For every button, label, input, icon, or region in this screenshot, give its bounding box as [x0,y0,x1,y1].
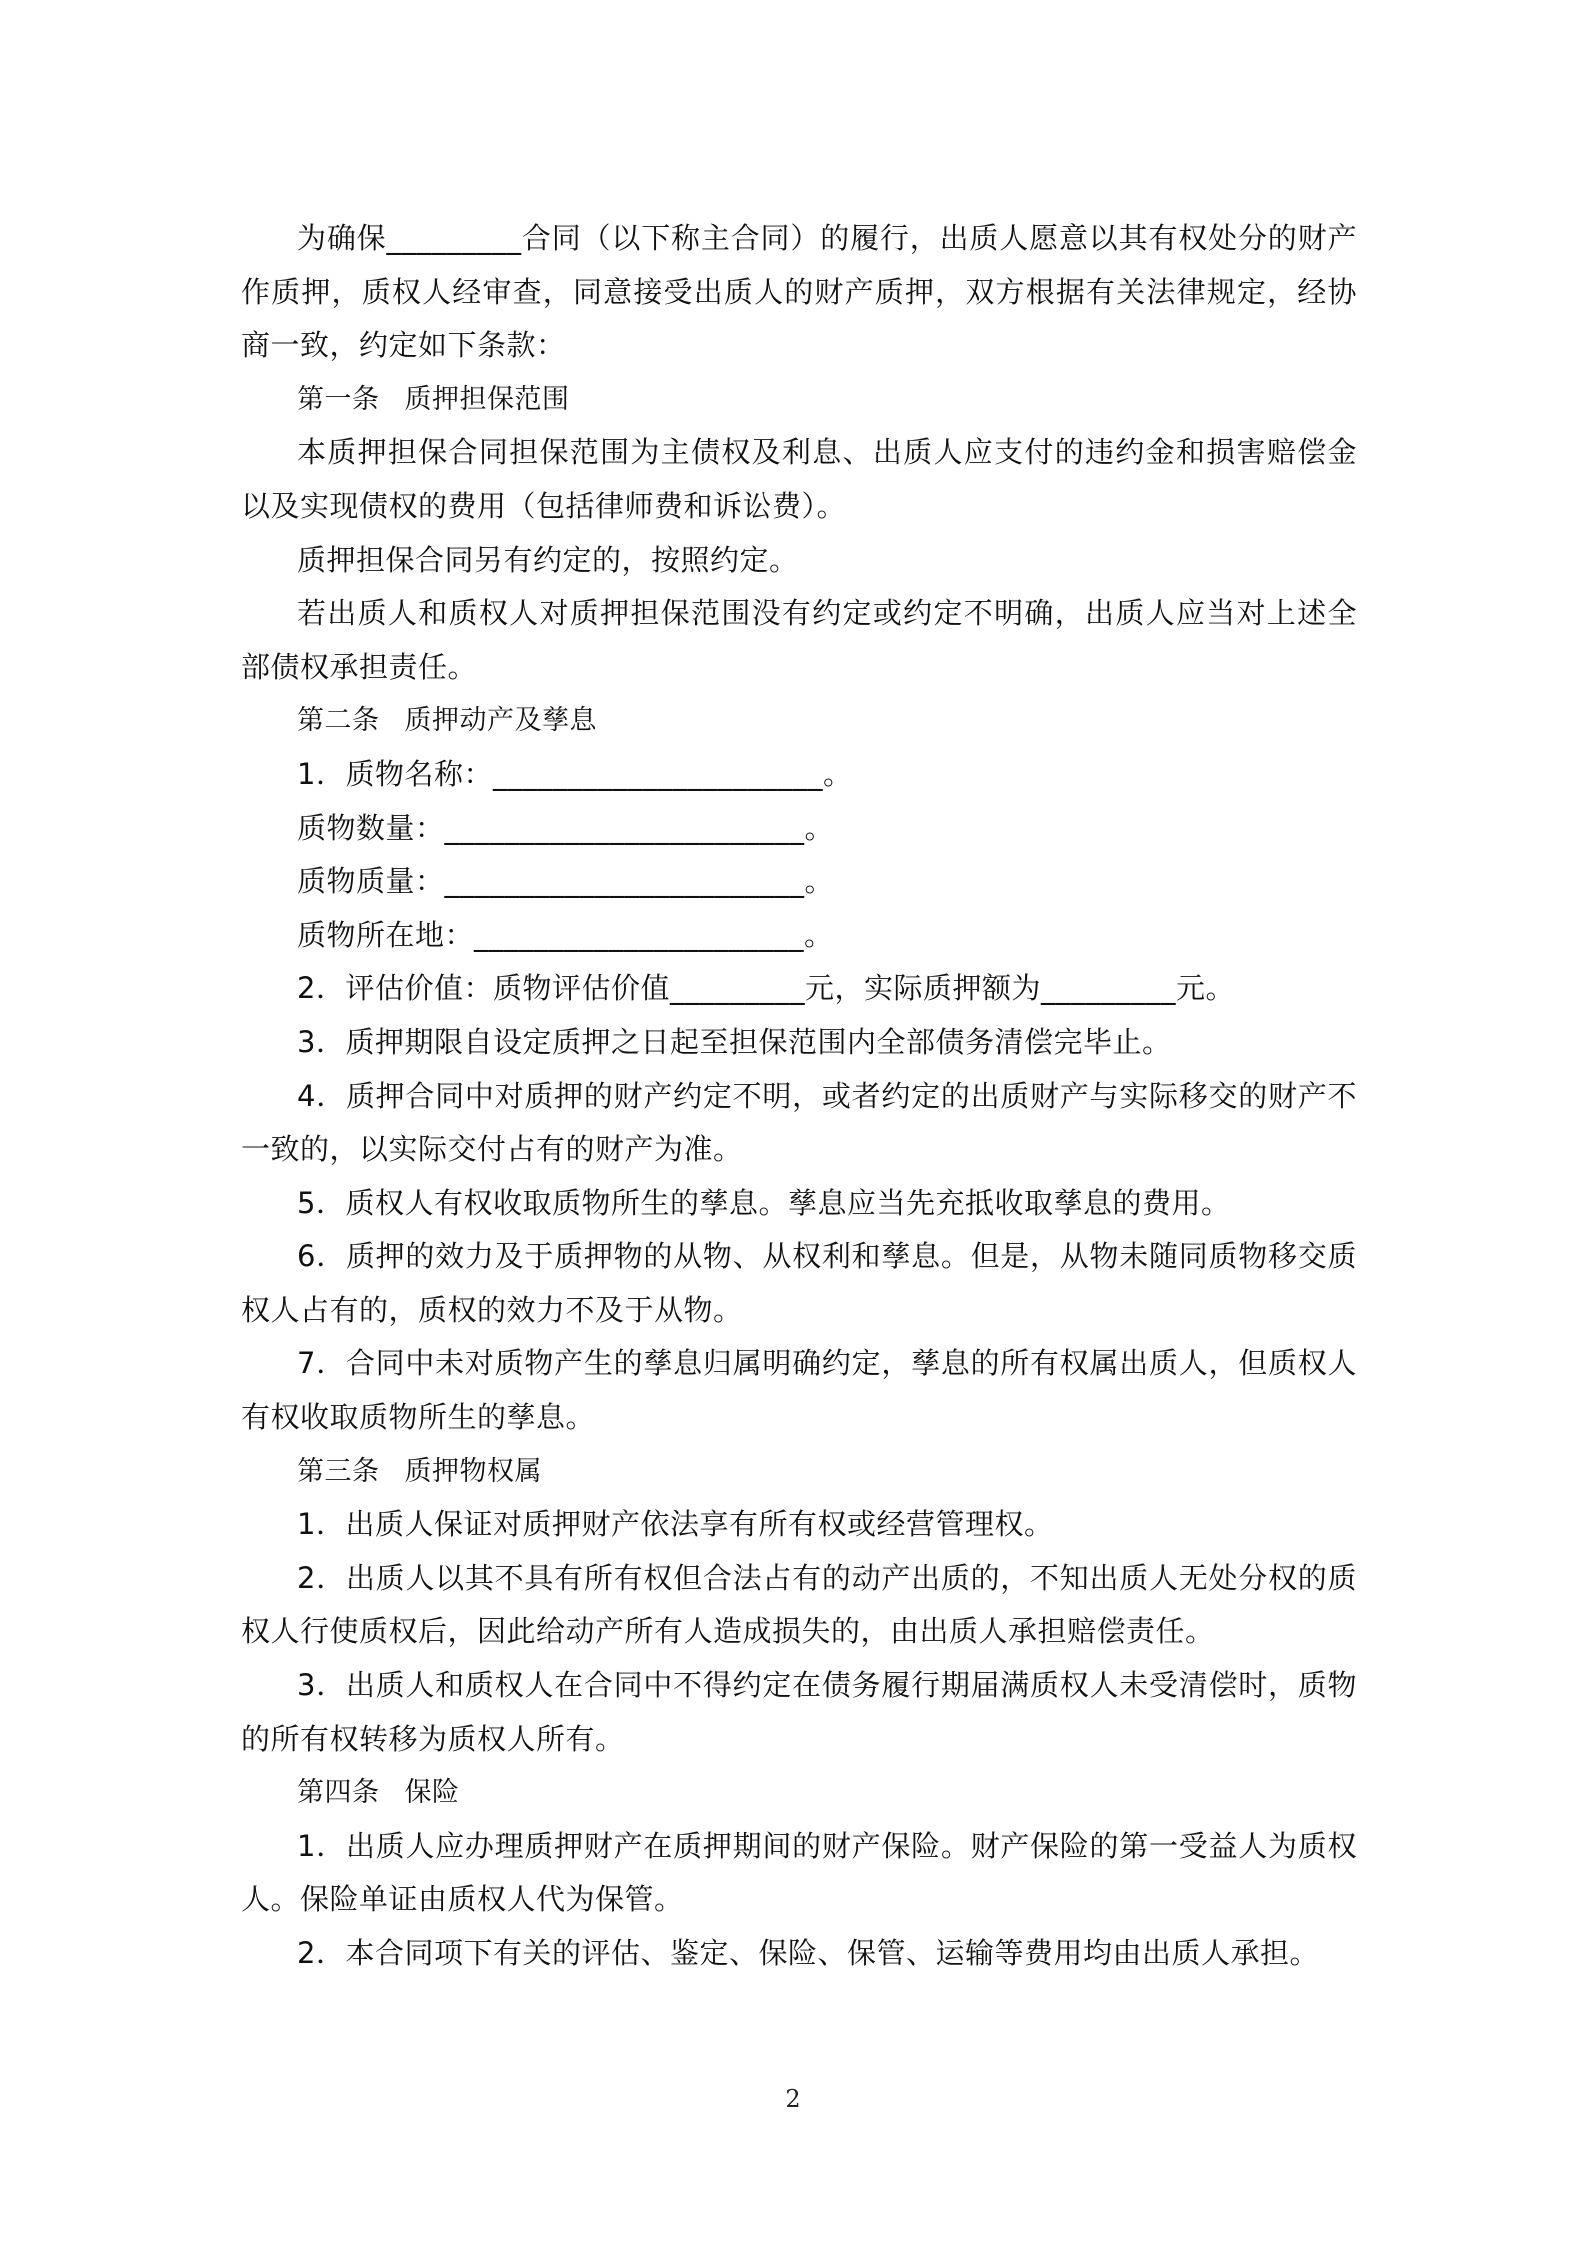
article-paragraph: 1．质物名称：______________________。 [297,756,853,791]
article-heading [241,373,1357,427]
article-paragraph: 3．质押期限自设定质押之日起至担保范围内全部债务清偿完毕止。 [297,1024,1172,1059]
article-number: 第三条 [297,1455,380,1487]
article-paragraph: 质物所在地：______________________。 [297,917,834,952]
document-body [241,212,1357,1981]
article-paragraph: 3．出质人和质权人在合同中不得约定在债务履行期届满质权人未受清偿时，质物的所有权转移为质权人所有。 [241,1668,1357,1756]
article-heading [241,694,1357,748]
article-paragraph: 1．出质人应办理质押财产在质押期间的财产保险。财产保险的第一受益人为质权人。保险单证由质权人代为保管。 [241,1828,1357,1917]
article-number: 第四条 [297,1777,380,1809]
article-heading [241,1445,1357,1499]
article-title: 质押动产及孳息 [404,705,597,737]
article-paragraph: 若出质人和质权人对质押担保范围没有约定或约定不明确，出质人应当对上述全部债权承担责任。 [241,596,1357,684]
article-title: 保险 [404,1777,460,1809]
article-paragraph: 2．评估价值：质物评估价值_________元，实际质押额为_________元。 [297,971,1235,1006]
article-paragraph: 本质押担保合同担保范围为主债权及利息、出质人应支付的违约金和损害赔偿金以及实现债权的费用（包括律师费和诉讼费）。 [241,435,1357,523]
article-paragraph: 5．质权人有权收取质物所生的孳息。孳息应当先充抵收取孳息的费用。 [297,1185,1231,1220]
article-paragraph: 6．质押的效力及于质押物的从物、从权利和孳息。但是，从物未随同质物移交质权人占有的，质权的效力不及于从物。 [241,1239,1357,1327]
article-title: 质押物权属 [404,1455,542,1487]
article-number: 第一条 [297,383,380,415]
article-paragraph: 1．出质人保证对质押财产依法享有所有权或经营管理权。 [297,1507,1054,1542]
page-number: 2 [785,2085,801,2113]
article-paragraph: 4．质押合同中对质押的财产约定不明，或者约定的出质财产与实际移交的财产不一致的，以实际交付占有的财产为准。 [241,1078,1357,1167]
article-paragraph: 质物质量：________________________。 [297,864,835,899]
article-paragraph: 2．本合同项下有关的评估、鉴定、保险、保管、运输等费用均由出质人承担。 [297,1936,1319,1970]
intro-paragraph: 为确保_________合同（以下称主合同）的履行，出质人愿意以其有权处分的财产作质押，质权人经审查，同意接受出质人的财产质押，双方根据有关法律规定，经协商一致，约定如下条款： [241,221,1357,363]
article-paragraph: 质物数量：________________________。 [297,810,835,845]
article-paragraph: 质押担保合同另有约定的，按照约定。 [297,542,799,577]
article-paragraph: 7．合同中未对质物产生的孳息归属明确约定，孳息的所有权属出质人，但质权人有权收取质物所生的孳息。 [241,1346,1357,1435]
article-number: 第二条 [297,705,380,737]
article-title: 质押担保范围 [404,383,570,415]
article-heading [241,1766,1357,1820]
article-paragraph: 2．出质人以其不具有所有权但合法占有的动产出质的，不知出质人无处分权的质权人行使质权后，因此给动产所有人造成损失的，由出质人承担赔偿责任。 [241,1560,1357,1649]
